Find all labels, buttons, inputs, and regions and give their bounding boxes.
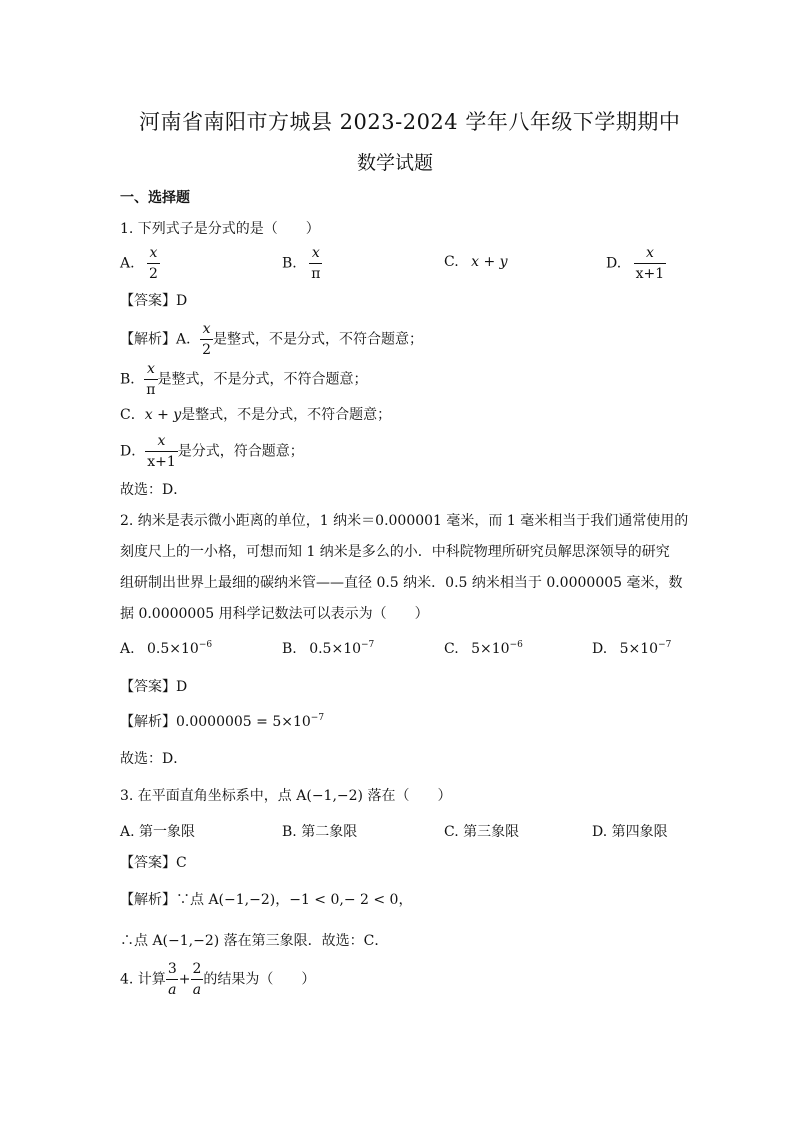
question-2-line-2: 刻度尺上的一小格，可想而知 1 纳米是多么的小．中科院物理所研究员解思深领导的研究 [120, 544, 670, 560]
q1-option-c: C. x + y [444, 254, 508, 270]
section-heading: 一、选择题 [120, 190, 190, 206]
q2-option-a: A. $0.5\times 10^{-6}$ [120, 640, 213, 657]
q3-answer: 【答案】C [120, 855, 187, 871]
q2-choice: 故选：D． [120, 751, 188, 767]
q2-analysis: 【解析】$0.0000005 = 5\times 10^{-7}$ [120, 713, 325, 730]
question-2-line-3: 组研制出世界上最细的碳纳米管——直径 0.5 纳米．0.5 纳米相当于 0.0000005 毫米，数 [120, 575, 683, 591]
q2-option-d: D. $5\times 10^{-7}$ [592, 640, 672, 657]
q2-option-b: B. $0.5\times 10^{-7}$ [282, 640, 375, 657]
q3-conclusion: ∴点 A(−1,−2) 落在第三象限．故选：C． [120, 933, 389, 949]
q1-answer: 【答案】D [120, 293, 188, 309]
q1-choice: 故选：D． [120, 482, 188, 498]
q3-option-d: D. 第四象限 [592, 824, 668, 840]
question-3-stem: 3. 在平面直角坐标系中，点 A(−1,−2) 落在（ ） [120, 788, 452, 804]
q1-analysis-b: B． $\frac{x}{\pi}$ 是整式，不是分式，不符合题意； [120, 361, 368, 398]
q1-analysis-d: D． $\frac{x}{x+1}$ 是分式，符合题意； [120, 433, 304, 470]
question-1-stem: 1. 下列式子是分式的是（ ） [120, 221, 320, 237]
page-title: 河南省南阳市方城县 2023-2024 学年八年级下学期期中 [139, 110, 681, 134]
page-subtitle: 数学试题 [357, 152, 434, 174]
question-2-line-4: 据 0.0000005 用科学记数法可以表示为（ ） [120, 606, 429, 622]
q2-option-c: C. $5\times 10^{-6}$ [444, 640, 523, 657]
q3-option-c: C. 第三象限 [444, 824, 520, 840]
q1-analysis-a: 【解析】A． $\frac{x}{2}$ 是整式，不是分式，不符合题意； [120, 321, 424, 358]
q1-option-a: A. $\frac{x}{2}$ [120, 245, 158, 282]
question-4-stem: 4. 计算 $\frac{3}{a}$ + $\frac{2}{a}$ 的结果为（ ） [120, 961, 316, 998]
q1-option-b: B. $\frac{x}{\pi}$ [282, 245, 321, 282]
q2-answer: 【答案】D [120, 679, 188, 695]
q3-option-a: A. 第一象限 [120, 824, 196, 840]
q1-analysis-c: C．x + y是整式，不是分式，不符合题意； [120, 407, 392, 423]
q3-analysis: 【解析】∵点 A(−1,−2)，−1 < 0,− 2 < 0， [120, 892, 413, 908]
question-2-line-1: 2. 纳米是表示微小距离的单位，1 纳米＝0.000001 毫米，而 1 毫米相当于我们通常使用的 [120, 513, 689, 529]
q1-option-d: D. $\frac{x}{x+1}$ [606, 245, 665, 282]
q3-option-b: B. 第二象限 [282, 824, 358, 840]
